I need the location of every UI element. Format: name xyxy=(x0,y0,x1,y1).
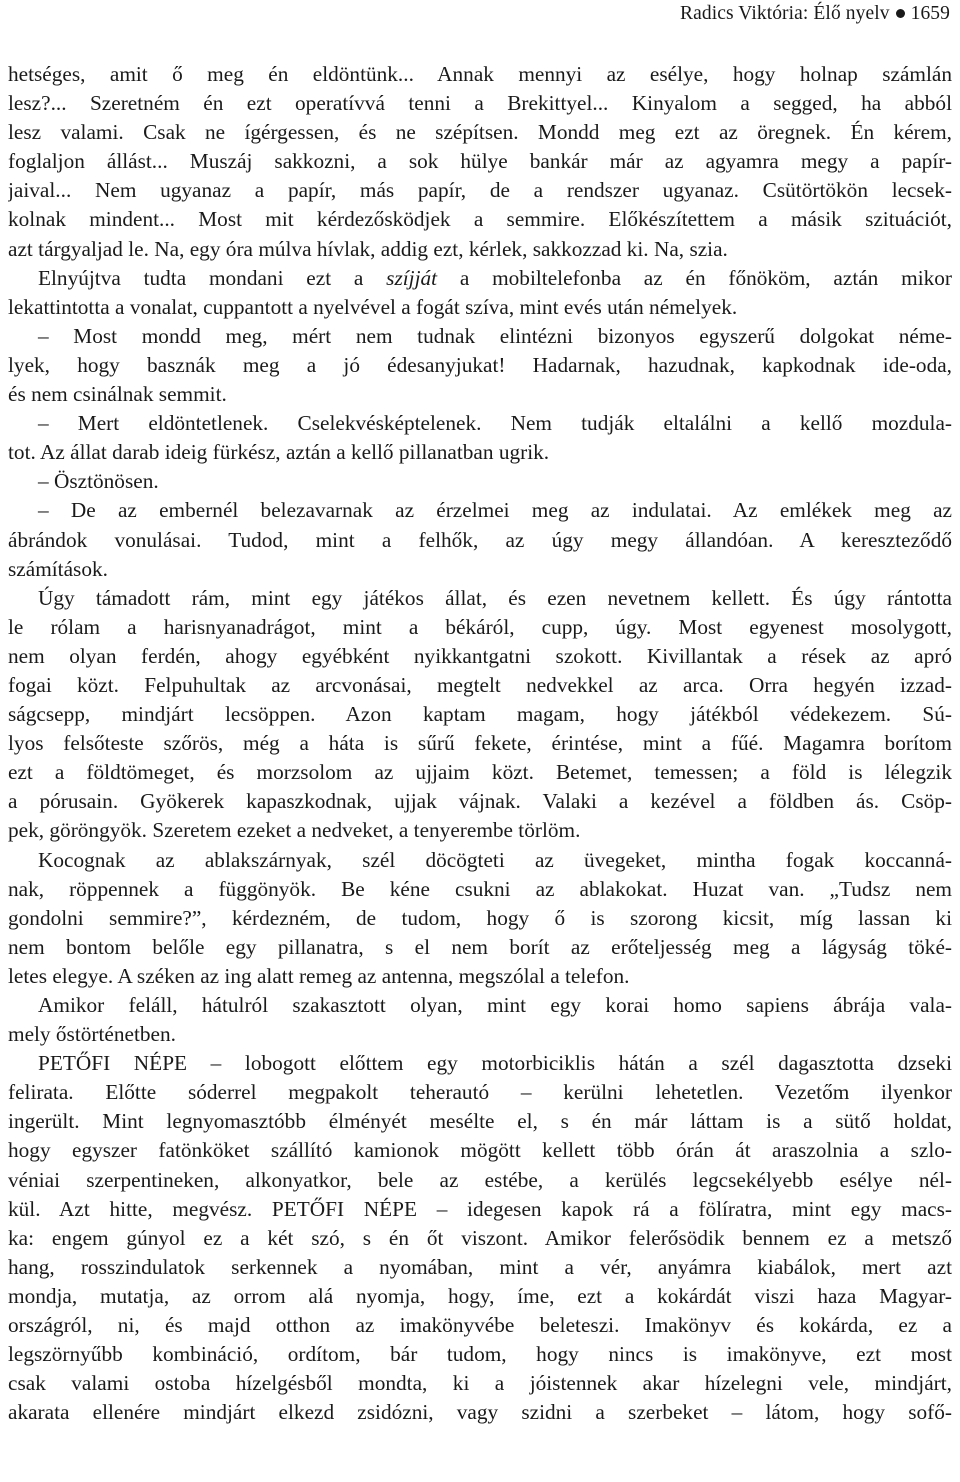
text-line: – De az embernél belezavarnak az érzelmei meg az indulatai. Az emlékek meg az xyxy=(38,498,952,523)
text-line: kolnak mindent... Most mit kérdezősködjek a semmire. Előkészítettem a másik szituációt, xyxy=(8,207,952,232)
text-line: hetséges, amit ő meg én eldöntünk... Annak mennyi az esélye, hogy holnap számlán xyxy=(8,62,952,86)
text-line: lesz valami. Csak ne ígérgessen, és ne szépítsen. Mondd meg ezt az öregnek. Én kérem, xyxy=(8,120,952,145)
text-line: letes elegye. A széken az ing alatt remeg az antenna, megszólal a telefon. xyxy=(8,963,630,988)
text-line: ka: engem gúnyol ez a két szó, s én őt viszont. Amikor felerősödik bennem ez a metsző xyxy=(8,1225,952,1250)
text-line: jaival... Nem ugyanaz a papír, más papír, de a rendszer ugyanaz. Csütörtökön lecsek- xyxy=(8,178,952,203)
italic-word: szíjját xyxy=(386,265,438,290)
text-line: csak valami ostoba hízelgésből mondta, ki a jóistennek akar hízelegni vele, mindjárt, xyxy=(8,1371,952,1396)
running-head xyxy=(680,3,950,25)
text-line: nem olyan ferdén, ahogy egyébként nyikkantgatni szokott. Kivillantak a rések az apró xyxy=(8,643,952,668)
text-line: akarata ellenére mindjárt elkezd zsidózni, vagy szidni a szerbeket – látom, hogy sofő- xyxy=(8,1400,952,1425)
text-line: mondja, mutatja, az orrom alá nyomja, hogy, íme, ezt a kokárdát viszi haza Magyar- xyxy=(8,1283,952,1308)
text-line: ábrándok vonulásai. Tudod, mint a felhők, az úgy megy állandóan. A kereszteződő xyxy=(8,527,952,552)
text-line: – Mert eldöntetlenek. Cselekvésképtelenek. Nem tudják eltalálni a kellő mozdula- xyxy=(38,411,952,436)
text-line: PETŐFI NÉPE – lobogott előttem egy motorbiciklis hátán a szél dagasztotta dzseki xyxy=(38,1051,952,1076)
text-line: pek, göröngyök. Szeretem ezeket a nedveket, a tenyerembe törlöm. xyxy=(8,818,581,843)
text-line: le rólam a harisnyanadrágot, mint a békáról, cupp, úgy. Most egyenest mosolygott, xyxy=(8,614,952,639)
text-line: azt tárgyaljad le. Na, egy óra múlva hívlak, addig ezt, kérlek, sakkozzad ki. Na, szia. xyxy=(8,236,728,261)
text-line: Amikor feláll, hátulról szakasztott olyan, mint egy korai homo sapiens ábrája vala- xyxy=(38,993,952,1017)
text-line: gondolni semmire?”, kérdezném, de tudom, hogy ő is szorong kicsit, míg lassan ki xyxy=(8,905,952,930)
text-line: kül. Azt hitte, megvész. PETŐFI NÉPE – idegesen kapok rá a fölíratra, mint egy macs- xyxy=(8,1196,952,1221)
text-line: Kocognak az ablakszárnyak, szél döcögteti az üvegeket, mintha fogak koccanná- xyxy=(38,847,952,872)
text-line: ezt a földtömeget, és morzsolom az ujjaim közt. Betemet, temessen; a föld is lélegzik xyxy=(8,760,952,785)
text-line: fogai közt. Felpuhultak az arcvonásai, megtelt nedvekkel az arca. Orra hegyén izzad- xyxy=(8,672,952,697)
text-line: hogy egyszer fatönköket szállító kamionok mögött kellett több órán át araszolnia a szlo- xyxy=(8,1138,952,1163)
text-line: Elnyújtva tudta mondani ezt a szíjját a mobiltelefonba az én főnököm, aztán mikor xyxy=(38,265,952,290)
text-line: lyos felsőteste szőrös, még a háta is sűrű fekete, érintése, mint a fűé. Magamra borítom xyxy=(8,731,952,756)
text-line: ingerült. Mint legnyomasztóbb élményét mesélte el, s én már láttam is a sütő holdat, xyxy=(8,1109,952,1134)
text-line: felirata. Előtte sóderrel megpakolt teherautó – kerülni lehetetlen. Vezetőm ilyenkor xyxy=(8,1080,952,1105)
text-line: foglaljon állást... Muszáj sakkozni, a sok hülye bankár már az agyamra megy a papír- xyxy=(8,149,952,174)
text-line: nem bontom belőle egy pillanatra, s el nem borít az erőteljesség meg a lágyság töké- xyxy=(8,934,952,959)
text-line: a pórusain. Gyökerek kapaszkodnak, ujjak vájnak. Valaki a kezével a földben ás. Csöp- xyxy=(8,789,952,814)
text-line: lyek, hogy basznák meg a jó édesanyjukat! Hadarnak, hazudnak, kapkodnak ide-oda, xyxy=(8,352,952,377)
text-body xyxy=(8,60,952,1427)
text-line: – Most mondd meg, mért nem tudnak elintézni bizonyos egyszerű dolgokat néme- xyxy=(38,323,952,348)
text-line: országról, ni, és majd otthon az imakönyvébe beleteszi. Imakönyv és kokárda, ez a xyxy=(8,1313,952,1338)
text-line: mely őstörténetben. xyxy=(8,1022,176,1047)
page-number: 1659 xyxy=(910,3,950,24)
bullet-separator-icon xyxy=(896,9,905,18)
text-line: lesz?... Szeretném én ezt operatívvá tenni a Brekittyel... Kinyalom a segged, ha abból xyxy=(8,91,952,116)
text-line: nak, röppennek a függönyök. Be kéne csukni az ablakokat. Huzat van. „Tudsz nem xyxy=(8,876,952,901)
author-title: Radics Viktória: Élő nyelv xyxy=(680,3,890,24)
text-line: legszörnyűbb kombináció, ordítom, bár tudom, hogy nincs is imakönyve, ezt most xyxy=(8,1342,952,1367)
text-line: véniai szerpentineken, alkonyatkor, bele az estébe, a kerülés legcsekélyebb esélye nél- xyxy=(8,1167,952,1192)
text-line: és nem csinálnak semmit. xyxy=(8,382,227,407)
text-line: Úgy támadott rám, mint egy játékos állat, és ezen nevetnem kellett. És úgy rántotta xyxy=(38,585,952,610)
text-line: – Ösztönösen. xyxy=(38,469,159,494)
text-line: tot. Az állat darab ideig fürkész, aztán a kellő pillanatban ugrik. xyxy=(8,440,550,465)
text-line: számítások. xyxy=(8,556,108,581)
text-line: ságcsepp, mindjárt lecsöppen. Azon kaptam magam, hogy játékból védekezem. Sú- xyxy=(8,702,952,727)
text-line: hang, rosszindulatok serkennek a nyomában, mint a vér, anyámra kiabálok, mert azt xyxy=(8,1254,952,1279)
text-line: lekattintotta a vonalat, cuppantott a nyelvével a fogát szíva, mint evés után némelyek. xyxy=(8,294,738,319)
